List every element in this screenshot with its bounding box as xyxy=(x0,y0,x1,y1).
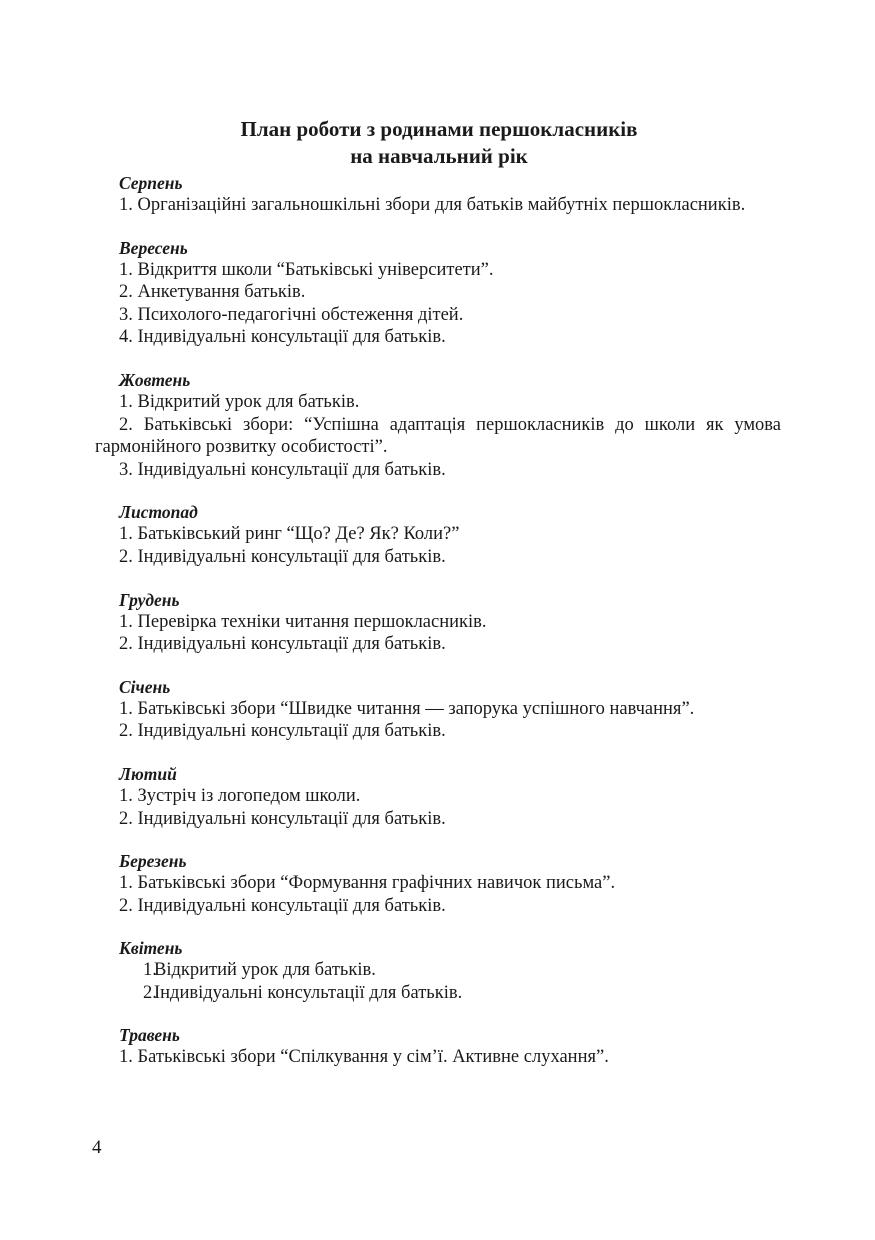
list-item: 1. Зустріч із логопедом школи. xyxy=(119,785,361,806)
month-heading: Січень xyxy=(119,676,171,697)
list-item: 2. Індивідуальні консультації для батьків. xyxy=(119,808,446,829)
section-lystopad xyxy=(95,501,781,568)
list-item: 1. Організаційні загальношкільні збори для батьків майбутніх першокласників. xyxy=(119,195,746,215)
item-text: Індивідуальні консультації для батьків. xyxy=(154,982,463,1003)
section-traven xyxy=(95,1024,781,1069)
list-item xyxy=(95,959,781,982)
month-heading: Березень xyxy=(119,851,187,872)
section-veresen xyxy=(95,237,781,349)
month-heading: Лютий xyxy=(119,763,177,784)
month-heading: Листопад xyxy=(119,502,198,523)
list-item: 2. Індивідуальні консультації для батьків. xyxy=(119,895,446,916)
list-item: 2. Батьківські збори: “Успішна адаптація першокласників до школи як умова гармонійного розвитку особистості”. xyxy=(95,414,781,458)
month-heading: Квітень xyxy=(119,938,183,959)
month-heading: Жовтень xyxy=(119,369,191,390)
list-item: 1. Батьківські збори “Швидке читання — запорука успішного навчання”. xyxy=(119,698,695,719)
month-heading: Вересень xyxy=(119,237,188,258)
list-item: 1. Відкритий урок для батьків. xyxy=(119,391,360,412)
month-heading: Грудень xyxy=(119,589,180,610)
month-heading: Серпень xyxy=(119,173,183,193)
list-item: 2. Анкетування батьків. xyxy=(119,282,306,303)
list-item: 1. Батьківські збори “Спілкування у сім’ї. Активне слухання”. xyxy=(119,1047,609,1068)
section-sichen xyxy=(95,676,781,743)
list-item: 4. Індивідуальні консультації для батьків. xyxy=(119,327,446,348)
list-item: 1. Батьківські збори “Формування графічних навичок письма”. xyxy=(119,873,616,894)
list-item: 3. Індивідуальні консультації для батьків. xyxy=(119,459,446,480)
section-zhovten xyxy=(95,369,781,481)
section-berezen xyxy=(95,850,781,917)
section-serpen xyxy=(95,172,781,217)
title-line-1: План роботи з родинами першокласників xyxy=(240,117,638,141)
list-item: 1. Батьківський ринг “Що? Де? Як? Коли?” xyxy=(119,524,460,545)
list-item: 1. Відкриття школи “Батьківські університети”. xyxy=(119,259,494,280)
list-item: 2. Індивідуальні консультації для батьків. xyxy=(119,546,446,567)
item-number: 1. xyxy=(143,960,157,981)
item-text: Відкритий урок для батьків. xyxy=(154,960,376,981)
document-page xyxy=(95,116,781,1089)
month-heading: Травень xyxy=(119,1025,180,1046)
document-title xyxy=(95,116,781,170)
section-kviten xyxy=(95,937,781,1004)
list-item: 2. Індивідуальні консультації для батьків. xyxy=(119,721,446,742)
list-item: 3. Психолого-педагогічні обстеження дітей. xyxy=(119,304,464,325)
list-item: 2. Індивідуальні консультації для батьків. xyxy=(119,634,446,655)
section-liutyi xyxy=(95,763,781,830)
page-number: 4 xyxy=(92,1137,102,1158)
list-item: 1. Перевірка техніки читання першокласників. xyxy=(119,611,487,632)
item-number: 2. xyxy=(143,982,157,1003)
title-line-2: на навчальний рік xyxy=(350,144,528,168)
list-item xyxy=(95,982,781,1005)
section-hruden xyxy=(95,589,781,656)
